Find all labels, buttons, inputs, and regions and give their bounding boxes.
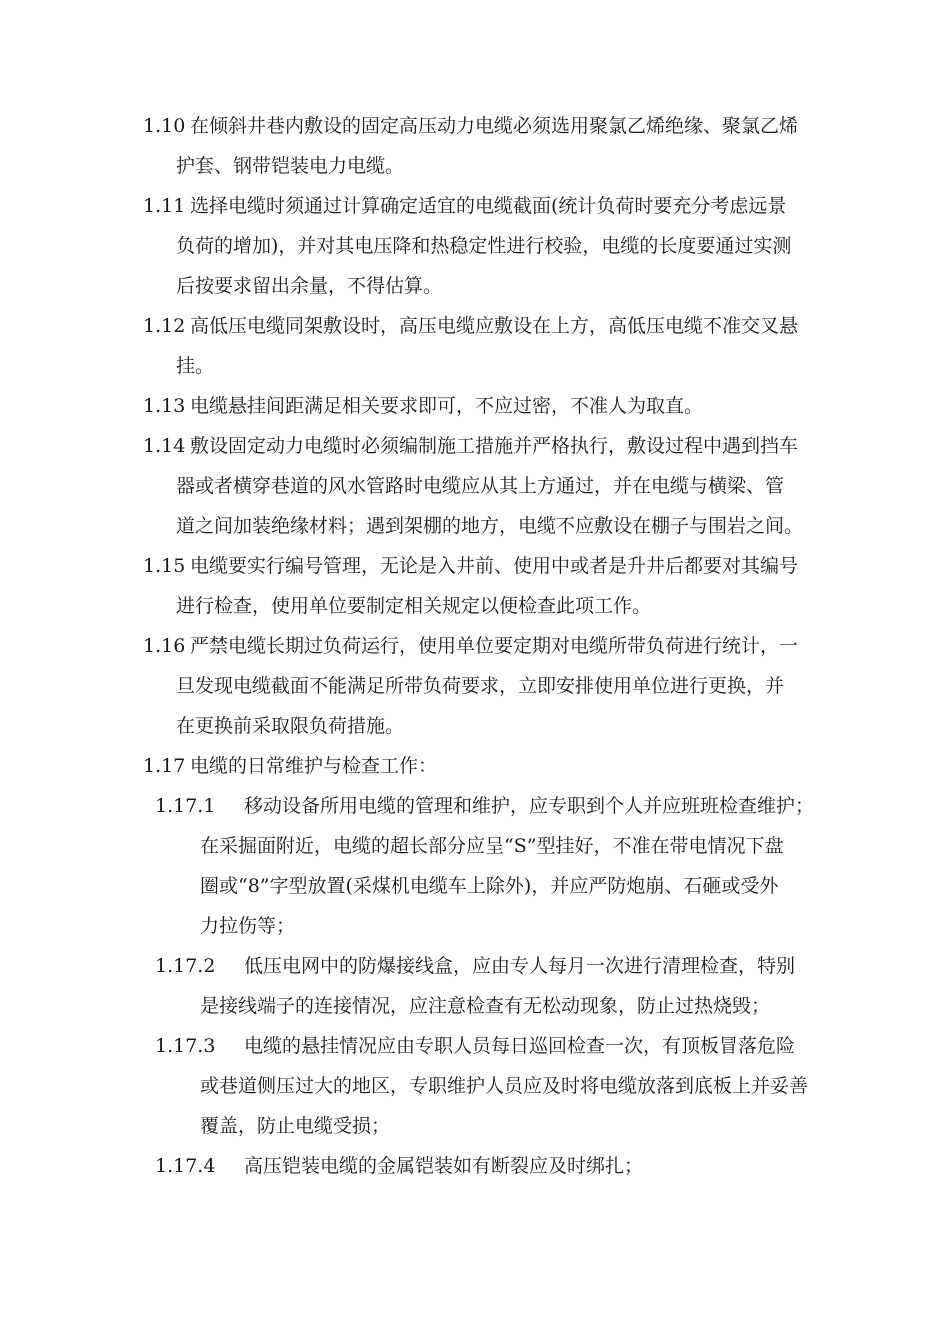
clause-text-line: 选择电缆时须通过计算确定适宜的电缆截面(统计负荷时要充分考虑远景 [190,195,787,217]
clause-number: 1.14 [143,435,186,457]
clause-number: 1.11 [143,195,186,217]
clause-text-line: 高压铠装电缆的金属铠装如有断裂应及时绑扎； [244,1155,644,1177]
clause-number: 1.15 [143,555,186,577]
clause-number: 1.12 [143,315,186,337]
clause-text-line: 器或者横穿巷道的风水管路时电缆应从其上方通过，并在电缆与横梁、管 [176,475,785,497]
clause-text-line: 旦发现电缆截面不能满足所带负荷要求，立即安排使用单位进行更换，并 [176,675,785,697]
clause-text-line: 后按要求留出余量，不得估算。 [176,275,443,297]
clause-text-line: 圈或“8”字型放置(采煤机电缆车上除外)，并应严防炮崩、石砸或受外 [200,875,779,897]
clause-text-line: 严禁电缆长期过负荷运行，使用单位要定期对电缆所带负荷进行统计，一 [190,635,799,657]
clause-text-line: 道之间加装绝缘材料；遇到架棚的地方，电缆不应敷设在棚子与围岩之间。 [176,515,804,537]
clause-number: 1.13 [143,395,186,417]
clause-text-line: 电缆要实行编号管理，无论是入井前、使用中或者是升井后都要对其编号 [190,555,799,577]
clause-number: 1.16 [143,635,186,657]
clause-text-line: 在倾斜井巷内敷设的固定高压动力电缆必须选用聚氯乙烯绝缘、聚氯乙烯 [190,115,799,137]
clause-number: 1.17.4 [155,1155,216,1177]
clause-text-line: 在采掘面附近，电缆的超长部分应呈“S”型挂好，不准在带电情况下盘 [200,835,784,857]
clause-text-line: 进行检查，使用单位要制定相关规定以便检查此项工作。 [176,595,652,617]
clause-text-line: 力拉伤等； [200,915,296,937]
clause-text-line: 电缆的日常维护与检查工作： [190,755,438,777]
clause-number: 1.17 [143,755,186,777]
clause-text-line: 移动设备所用电缆的管理和维护，应专职到个人并应班班检查维护； [244,795,815,817]
clause-number: 1.10 [143,115,186,137]
clause-number: 1.17.1 [155,795,216,817]
clause-text-line: 在更换前采取限负荷措施。 [176,715,405,737]
clause-number: 1.17.2 [155,955,216,977]
clause-text-line: 是接线端子的连接情况，应注意检查有无松动现象，防止过热烧毁； [200,995,771,1017]
clause-text-line: 或巷道侧压过大的地区，专职维护人员应及时将电缆放落到底板上并妥善 [200,1075,809,1097]
clause-text-line: 覆盖，防止电缆受损； [200,1115,391,1137]
clause-text-line: 负荷的增加)，并对其电压降和热稳定性进行校验，电缆的长度要通过实测 [176,235,792,257]
clause-text-line: 低压电网中的防爆接线盒，应由专人每月一次进行清理检查，特别 [244,955,796,977]
clause-text-line: 护套、钢带铠装电力电缆。 [176,155,405,177]
clause-text-line: 敷设固定动力电缆时必须编制施工措施并严格执行，敷设过程中遇到挡车 [190,435,799,457]
clause-text-line: 高低压电缆同架敷设时，高压电缆应敷设在上方，高低压电缆不准交叉悬 [190,315,799,337]
clause-text-line: 挂。 [176,355,215,377]
clause-text-line: 电缆悬挂间距满足相关要求即可，不应过密，不准人为取直。 [190,395,704,417]
clause-text-line: 电缆的悬挂情况应由专职人员每日巡回检查一次，有顶板冒落危险 [244,1035,796,1057]
clause-number: 1.17.3 [155,1035,216,1057]
